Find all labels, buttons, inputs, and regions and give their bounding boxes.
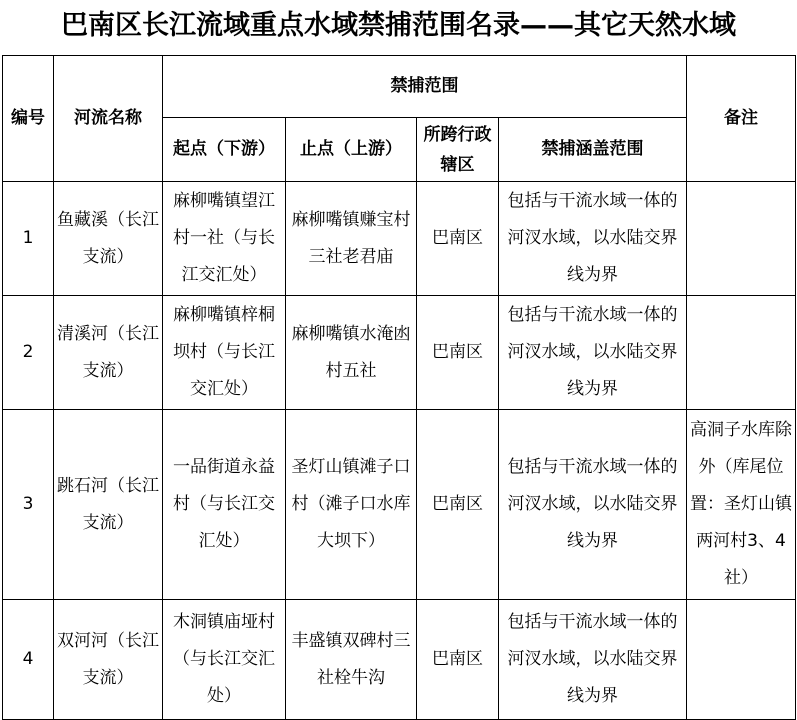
table-row (3, 410, 796, 600)
row-id: 2 (3, 296, 54, 410)
header-coverage: 禁捕涵盖范围 (499, 118, 687, 182)
row-river-name: 双河河（长江支流） (54, 600, 163, 720)
page-title: 巴南区长江流域重点水域禁捕范围名录——其它天然水域 (61, 10, 736, 41)
header-row-top (3, 56, 796, 118)
row-id: 3 (3, 410, 54, 600)
table-row (3, 182, 796, 296)
row-coverage: 包括与干流水域一体的河汊水域，以水陆交界线为界 (499, 182, 687, 296)
row-remark (687, 600, 796, 720)
header-district: 所跨行政辖区 (417, 118, 499, 182)
header-river-name: 河流名称 (54, 56, 163, 182)
row-coverage: 包括与干流水域一体的河汊水域，以水陆交界线为界 (499, 410, 687, 600)
row-district: 巴南区 (417, 410, 499, 600)
row-start: 木洞镇庙垭村（与长江交汇处） (163, 600, 286, 720)
row-district: 巴南区 (417, 296, 499, 410)
row-coverage: 包括与干流水域一体的河汊水域，以水陆交界线为界 (499, 296, 687, 410)
row-id: 1 (3, 182, 54, 296)
table-row (3, 296, 796, 410)
row-start: 麻柳嘴镇梓桐坝村（与长江交汇处） (163, 296, 286, 410)
header-start: 起点（下游） (163, 118, 286, 182)
header-remark: 备注 (687, 56, 796, 182)
table-row (3, 600, 796, 720)
row-remark (687, 182, 796, 296)
row-river-name: 清溪河（长江支流） (54, 296, 163, 410)
row-end: 麻柳嘴镇水淹凼村五社 (286, 296, 417, 410)
row-district: 巴南区 (417, 600, 499, 720)
row-start: 一品街道永益村（与长江交汇处） (163, 410, 286, 600)
row-remark (687, 296, 796, 410)
header-end: 止点（上游） (286, 118, 417, 182)
row-river-name: 鱼藏溪（长江支流） (54, 182, 163, 296)
row-end: 丰盛镇双碑村三社栓牛沟 (286, 600, 417, 720)
row-coverage: 包括与干流水域一体的河汊水域，以水陆交界线为界 (499, 600, 687, 720)
row-remark: 高洞子水库除外（库尾位置：圣灯山镇两河村3、4社） (687, 410, 796, 600)
row-river-name: 跳石河（长江支流） (54, 410, 163, 600)
row-district: 巴南区 (417, 182, 499, 296)
row-start: 麻柳嘴镇望江村一社（与长江交汇处） (163, 182, 286, 296)
row-id: 4 (3, 600, 54, 720)
row-end: 圣灯山镇滩子口村（滩子口水库大坝下） (286, 410, 417, 600)
row-end: 麻柳嘴镇赚宝村三社老君庙 (286, 182, 417, 296)
header-id: 编号 (3, 56, 54, 182)
header-range-group: 禁捕范围 (163, 56, 687, 118)
prohibition-table (2, 55, 796, 720)
